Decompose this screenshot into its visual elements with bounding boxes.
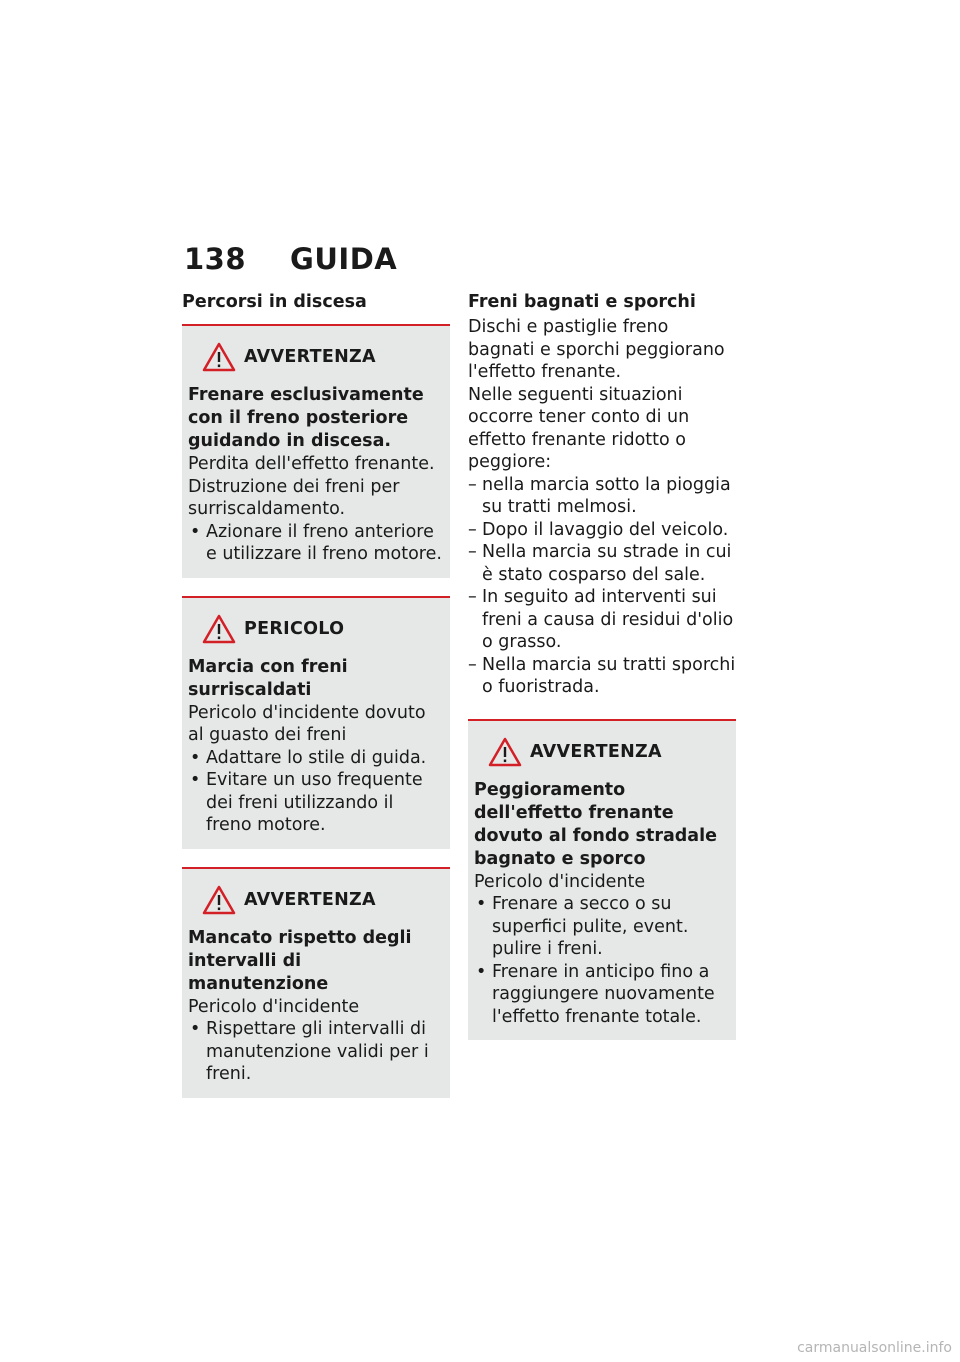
intro-paragraph: Nelle seguenti situazioni occorre tener conto di un effetto frenante ridotto o peggiore: — [468, 384, 690, 472]
bullet-marker: • — [190, 770, 201, 790]
warning-box — [182, 867, 450, 1098]
bullet-marker: • — [190, 1019, 201, 1039]
situations-list — [468, 474, 736, 699]
bullet-marker: • — [476, 894, 487, 914]
warning-text: Pericolo d'incidente — [188, 996, 360, 1017]
list-item: – Nella marcia su tratti sporchi o fuoristrada. — [468, 654, 736, 697]
dash-marker: – — [468, 519, 477, 540]
list-item: – Nella marcia su strade in cui è stato cosparso del sale. — [468, 542, 732, 585]
page-number: 138 — [184, 242, 247, 276]
warning-label: AVVERTENZA — [244, 889, 376, 910]
chapter-title: GUIDA — [290, 242, 398, 276]
warning-text: Distruzione dei freni per surriscaldamento. — [188, 476, 400, 519]
warning-text: Pericolo d'incidente — [474, 871, 646, 892]
left-column — [182, 290, 450, 1108]
list-item: • Frenare in anticipo fino a raggiungere nuovamente l'effetto frenante totale. — [476, 961, 715, 1027]
warning-text: Perdita dell'effetto frenante. — [188, 454, 435, 474]
dash-marker: – — [468, 542, 477, 562]
list-item: • Azionare il freno anteriore e utilizzare il freno motore. — [190, 521, 442, 564]
danger-title: Marcia con freni surriscaldati — [188, 656, 348, 700]
dash-marker: – — [468, 587, 477, 607]
section-title-descents: Percorsi in discesa — [182, 292, 367, 312]
warning-title: Mancato rispetto degli intervalli di manutenzione — [188, 927, 412, 994]
warning-label: AVVERTENZA — [530, 741, 662, 762]
warning-box — [182, 324, 450, 578]
list-item: • Frenare a secco o su superfici pulite, event. pulire i freni. — [476, 894, 689, 959]
danger-label: PERICOLO — [244, 618, 345, 639]
warning-header — [488, 737, 730, 767]
list-item: – nella marcia sotto la pioggia su tratti melmosi. — [468, 474, 731, 517]
warning-triangle-icon — [202, 614, 236, 644]
list-item: • Adattare lo stile di guida. — [190, 747, 427, 768]
warning-triangle-icon — [202, 342, 236, 372]
danger-box — [182, 596, 450, 849]
dash-marker: – — [468, 474, 477, 495]
danger-text: Pericolo d'incidente dovuto al guasto dei freni — [188, 702, 426, 745]
warning-title: Frenare esclusivamente con il freno posteriore guidando in discesa. — [188, 385, 424, 451]
dash-marker: – — [468, 654, 477, 675]
warning-box — [468, 719, 736, 1041]
danger-header — [202, 614, 444, 644]
warning-triangle-icon — [202, 885, 236, 915]
page-header — [184, 242, 397, 276]
right-column — [468, 290, 736, 1050]
watermark: carmanualsonline.info — [797, 1340, 952, 1356]
warning-triangle-icon — [488, 737, 522, 767]
warning-header — [202, 342, 444, 372]
bullet-marker: • — [190, 521, 201, 542]
bullet-marker: • — [476, 961, 487, 982]
warning-header — [202, 885, 444, 915]
list-item: – In seguito ad interventi sui freni a causa di residui d'olio o grasso. — [468, 587, 734, 652]
list-item: • Rispettare gli intervalli di manutenzione validi per i freni. — [190, 1019, 429, 1084]
section-title-wet-brakes: Freni bagnati e sporchi — [468, 292, 696, 312]
list-item: • Evitare un uso frequente dei freni utilizzando il freno motore. — [190, 770, 423, 835]
bullet-marker: • — [190, 747, 201, 768]
warning-title: Peggioramento dell'effetto frenante dovuto al fondo stradale bagnato e sporco — [474, 779, 717, 869]
list-item: – Dopo il lavaggio del veicolo. — [468, 519, 729, 540]
warning-label: AVVERTENZA — [244, 347, 376, 367]
intro-paragraph: Dischi e pastiglie freno bagnati e sporchi peggiorano l'effetto frenante. — [468, 317, 725, 382]
